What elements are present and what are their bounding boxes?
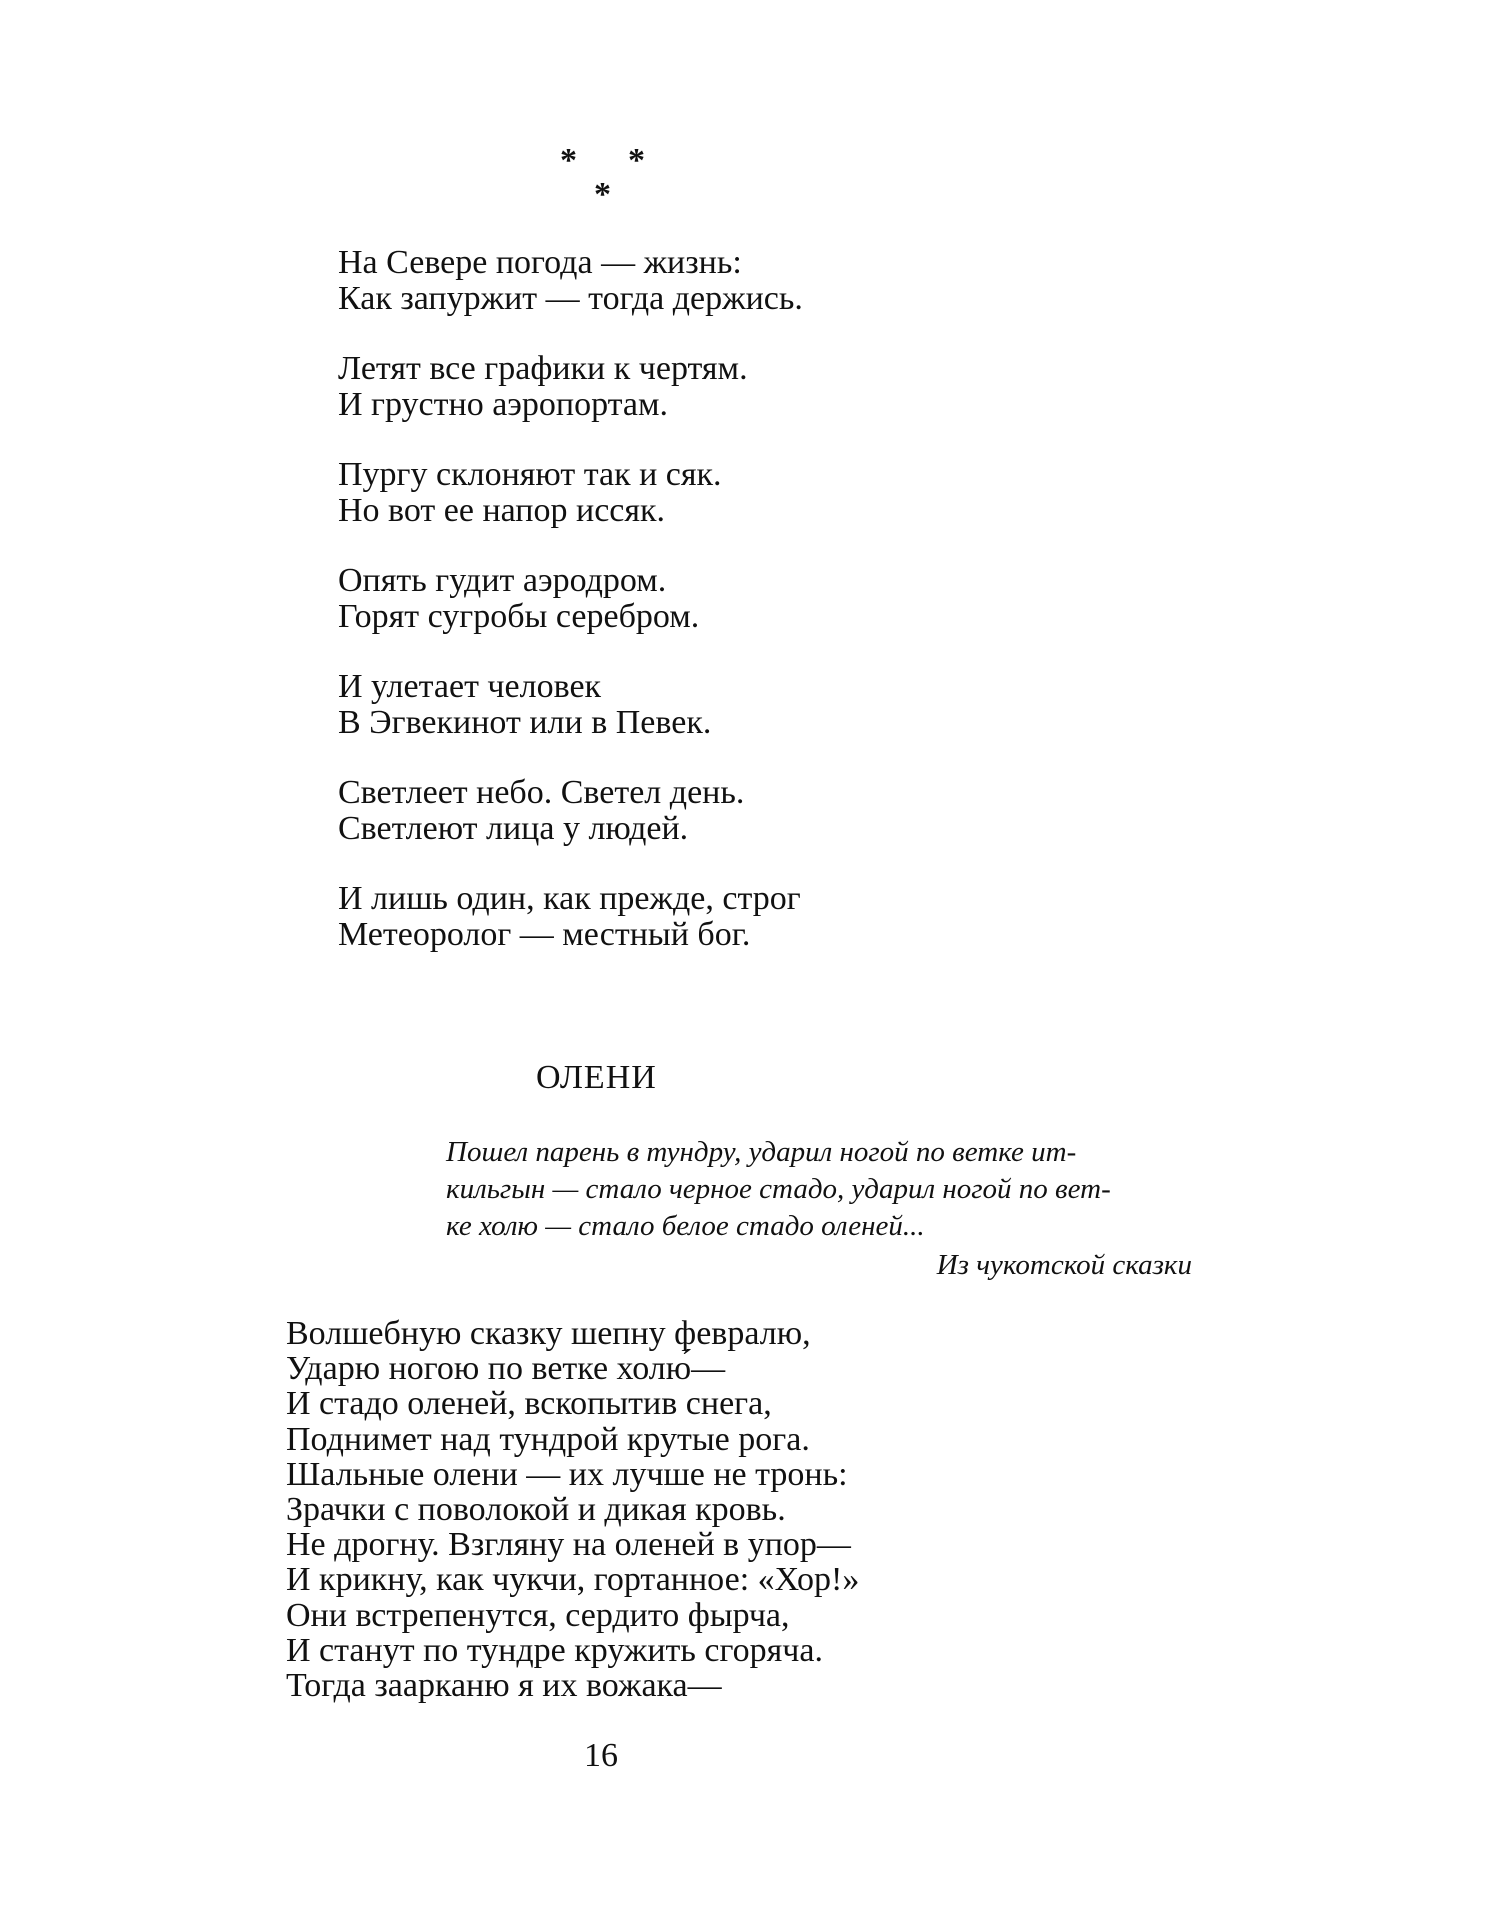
verse-line: Шальные олени — их лучше не тронь: (286, 1455, 848, 1493)
verse-line: И грустно аэропортам. (338, 386, 669, 423)
verse-line: Ударю ногою по ветке холю́— (286, 1350, 726, 1388)
verse-line: На Севере погода — жизнь: (338, 244, 742, 281)
epigraph-line: Пошел парень в тундру, ударил ногой по ветке ит- (446, 1136, 1077, 1168)
verse-line: В Эгвекинот или в Певек. (338, 704, 712, 741)
poem-deer (286, 1316, 1186, 1703)
verse-line: Волшебную сказку шепну февралю, (286, 1315, 811, 1352)
verse-line: Но вот ее напор иссяк. (338, 492, 666, 529)
verse-line: И стадо оленей, вскопытив снега, (286, 1385, 772, 1423)
stanza (338, 457, 1238, 529)
poem-weather (338, 245, 1238, 987)
asterisk: * (560, 142, 577, 179)
stanza (338, 563, 1238, 635)
epigraph-line: кильгын — стало черное стадо, ударил ногой по вет- (446, 1173, 1111, 1205)
verse-line: Светлеет небо. Светел день. (338, 774, 745, 811)
asterisk: * (628, 142, 645, 179)
epigraph-source: Из чукотской сказки (936, 1249, 1192, 1281)
verse-line: Горят сугробы серебром. (338, 598, 700, 635)
epigraph-line: ке холю — стало белое стадо оленей... (446, 1210, 925, 1242)
asterism-separator (548, 132, 658, 213)
asterisk: * (594, 176, 611, 213)
verse-line: И станут по тундре кружить сгоряча. (286, 1631, 823, 1669)
stanza (338, 775, 1238, 847)
stanza (338, 669, 1238, 741)
stanza (338, 245, 1238, 317)
verse-line: Зрачки с поволокой и дикая кровь. (286, 1491, 786, 1529)
stanza (338, 881, 1238, 953)
page-number: 16 (584, 1737, 618, 1774)
verse-line: Как запуржит — тогда держись. (338, 280, 803, 317)
verse-line: И улетает человек (338, 668, 602, 705)
verse-line: Опять гудит аэродром. (338, 562, 667, 599)
verse-line: Они встрепенутся, сердито фырча, (286, 1596, 790, 1634)
verse-line: Тогда заарканю я их вожака— (286, 1667, 722, 1705)
poem-title: ОЛЕНИ (536, 1059, 657, 1096)
verse-line: Не дрогну. Взгляну на оленей в упор— (286, 1526, 851, 1564)
verse-line: Светлеют лица у людей. (338, 810, 689, 847)
verse-line: Поднимет над тундрой крутые рога. (286, 1420, 810, 1458)
epigraph (446, 1134, 1192, 1284)
verse-line: И крикну, как чукчи, гортанное: «Хор!» (286, 1561, 860, 1599)
stanza (338, 351, 1238, 423)
verse-line: Метеоролог — местный бог. (338, 916, 751, 953)
verse-line: Летят все графики к чертям. (338, 350, 748, 387)
verse-line: Пургу склоняют так и сяк. (338, 456, 722, 493)
verse-line: И лишь один, как прежде, строг (338, 880, 801, 917)
